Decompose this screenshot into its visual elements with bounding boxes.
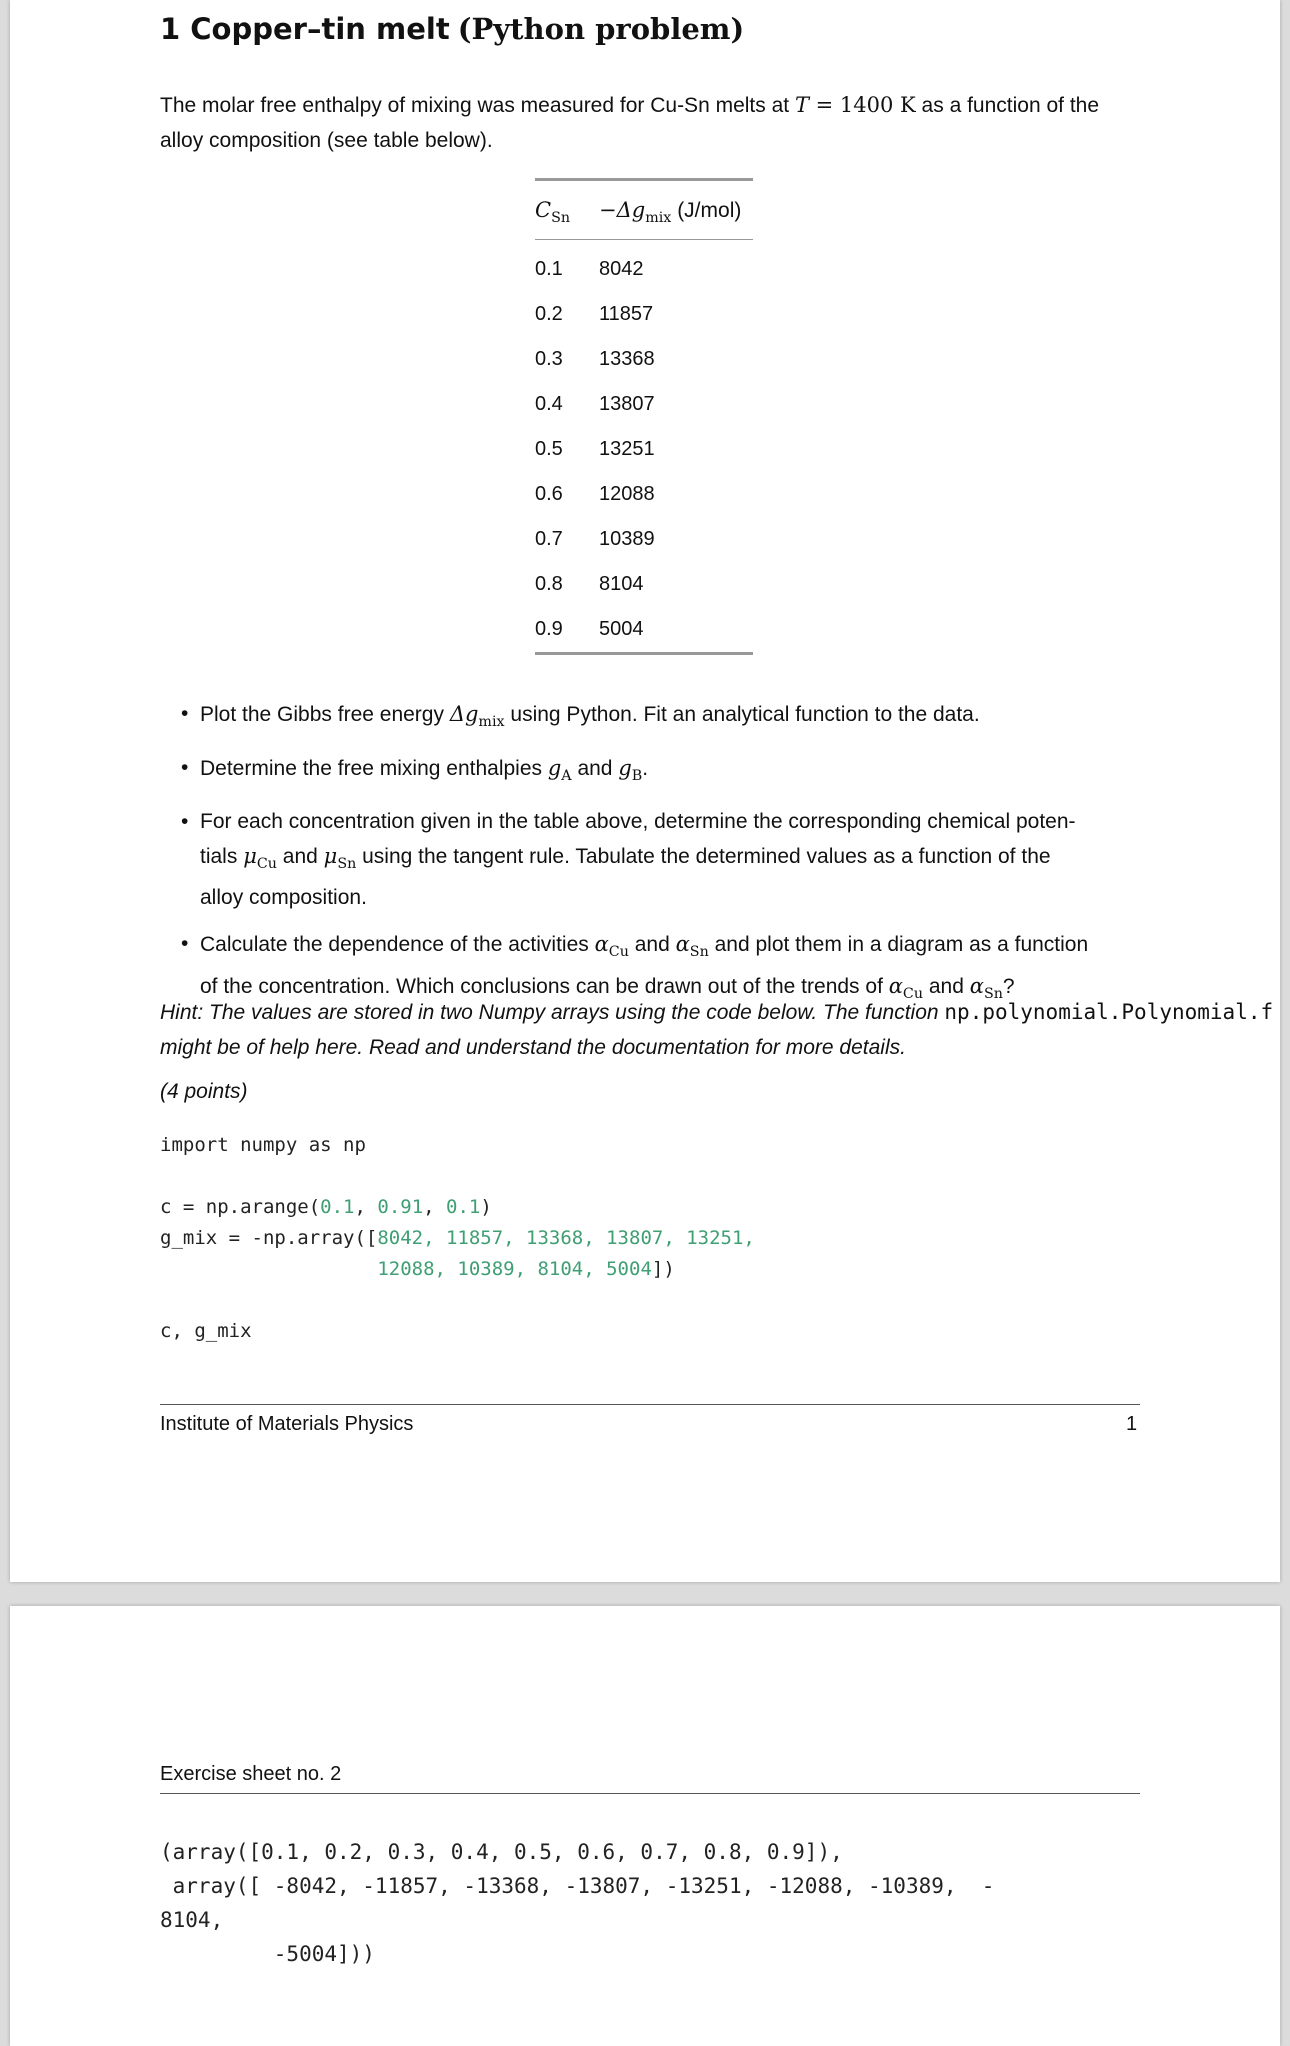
table-row: 0.5 13251 bbox=[535, 438, 655, 460]
table-row: 0.9 5004 bbox=[535, 618, 644, 640]
table-bottom-rule bbox=[535, 652, 753, 655]
header-c-sn: $C_{Sn}$ bbox=[535, 198, 571, 226]
intro-paragraph: The molar free enthalpy of mixing was measured for Cu-Sn melts at T = 1400 K as a function of the alloy composition (see table below). bbox=[160, 93, 1100, 152]
code-cell[interactable]: import numpy as np c = np.arange(0.1, 0.91, 0.1) g_mix = -np.array([8042, 11857, 13368, 13807, 13251, 12088, 10389, 8104, 5004]) c, g_mix bbox=[160, 1134, 755, 1342]
title-text: 1 Copper–tin melt bbox=[160, 12, 450, 46]
header-rule bbox=[160, 1793, 1140, 1794]
title-paren: (Python problem) bbox=[457, 12, 745, 46]
table-row: 0.2 11857 bbox=[535, 303, 654, 325]
data-table bbox=[535, 178, 753, 655]
page-number: 1 bbox=[1126, 1413, 1138, 1435]
code-reference: np.polynomial.Polynomial.f bbox=[944, 1000, 1274, 1024]
list-item: • Determine the free mixing enthalpies $g_A$ and $g_B$. bbox=[181, 755, 649, 784]
footer-rule bbox=[160, 1404, 1140, 1405]
header-g-mix: $-\Delta g_{mix}$ (J/mol) bbox=[599, 198, 742, 226]
code-output: (array([0.1, 0.2, 0.3, 0.4, 0.5, 0.6, 0.7, 0.8, 0.9]), array([ -8042, -11857, -13368, -13807, -13251, -12088, -10389, - 8104, -5004])) bbox=[160, 1840, 995, 1966]
list-item: • Calculate the dependence of the activities $\alpha_{Cu}$ and $\alpha_{Sn}$ and plot them in a diagram as a function of the concentration. Which conclusions can be drawn out of the trends of $\alpha_{Cu}$ and $\alpha_{Sn}$? bbox=[181, 931, 1089, 1002]
page-2 bbox=[10, 1606, 1280, 2046]
task-list bbox=[181, 697, 1150, 1023]
points-label: (4 points) bbox=[160, 1080, 248, 1103]
table-row: 0.7 10389 bbox=[535, 528, 655, 550]
table-row: 0.8 8104 bbox=[535, 573, 644, 595]
page-header: Exercise sheet no. 2 bbox=[160, 1763, 342, 1785]
hint-paragraph: Hint: The values are stored in two Numpy arrays using the code below. The function np.polynomial.Polynomial.f might be of help here. Read and understand the documentation for more details. bbox=[160, 1000, 1274, 1059]
table-row: 0.3 13368 bbox=[535, 348, 655, 370]
page-1 bbox=[10, 0, 1280, 1582]
table-row: 0.4 13807 bbox=[535, 393, 655, 415]
table-row: 0.6 12088 bbox=[535, 483, 655, 505]
list-item: • For each concentration given in the table above, determine the corresponding chemical poten- tials $\mu_{Cu}$ and $\mu_{Sn}$ using the tangent rule. Tabulate the determined values as a function of the alloy composition. bbox=[181, 809, 1076, 909]
list-item: • Plot the Gibbs free energy $\Delta g_{mix}$ using Python. Fit an analytical function to the data. bbox=[181, 702, 980, 730]
table-header bbox=[535, 181, 753, 239]
table-row: 0.1 8042 bbox=[535, 258, 644, 280]
footer-institute: Institute of Materials Physics bbox=[160, 1413, 414, 1435]
section-title bbox=[160, 12, 744, 47]
